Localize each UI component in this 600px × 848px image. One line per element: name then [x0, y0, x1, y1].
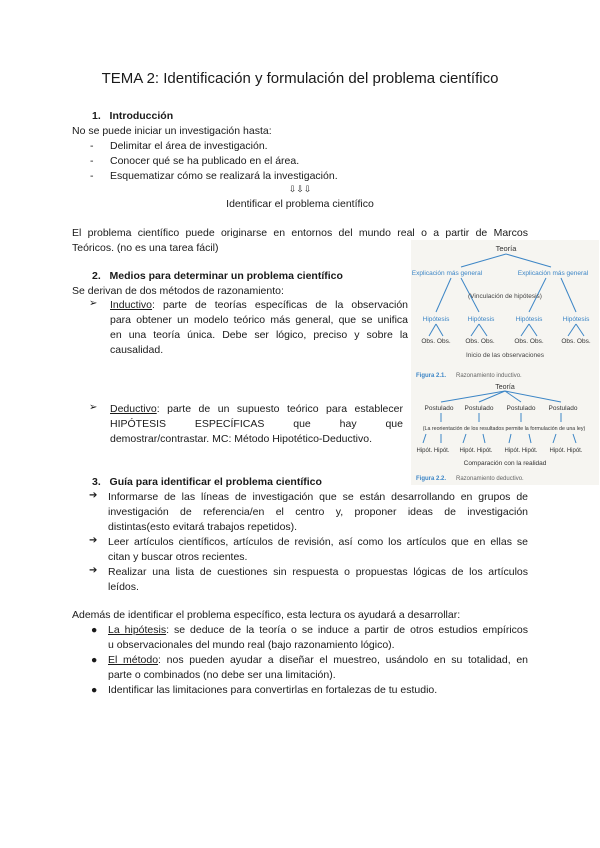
guia-item-3-line2: leídos.: [108, 581, 139, 593]
list-item: - Esquematizar cómo se realizará la investigación.: [90, 170, 338, 182]
fig2-caption: Razonamiento deductivo.: [456, 476, 524, 482]
deductivo-line1: Deductivo: parte de un supuesto teórico para establecer: [110, 403, 403, 415]
down-arrows: ⇩⇩⇩: [288, 184, 312, 194]
guia-item-2-line1: Leer artículos científicos, artículos de revisión, así como los artículos que en ellas se: [108, 536, 528, 548]
fig2-postulado: Postulado: [506, 405, 536, 412]
closing-lead: Además de identificar el problema específico, esta lectura os ayudará a desarrollar:: [72, 609, 461, 621]
arrow-bullet-icon: ➔: [89, 490, 98, 501]
fig2-comparacion: Comparación con la realidad: [463, 460, 547, 467]
fig2-label: Figura 2.2.: [416, 476, 447, 482]
arrowhead-bullet-icon: ➢: [89, 298, 98, 309]
guia-item-1-line3: distintas(esto evitará trabajos repetidos).: [108, 521, 298, 533]
fig2-teoria: Teoría: [495, 384, 515, 391]
bullet-dot-icon: ●: [91, 624, 98, 636]
fig1-hipotesis: Hipótesis: [562, 316, 590, 323]
guia-item-2-line2: citan y buscar otros recientes.: [108, 551, 248, 563]
fig1-teoria: Teoría: [495, 244, 517, 253]
fig1-obs: Obs. Obs.: [514, 338, 544, 345]
fig1-hipotesis: Hipótesis: [515, 316, 543, 323]
list-item: - Conocer qué se ha publicado en el área.: [90, 155, 300, 167]
inductivo-line3: en una teoría única. Debe ser lógico, preciso y sobre la: [110, 329, 408, 341]
arrowhead-bullet-icon: ➢: [89, 402, 98, 413]
section-1-heading: 1. Introducción: [92, 110, 174, 122]
fig1-label: Figura 2.1.: [416, 373, 447, 379]
fig2-postulado: Postulado: [464, 405, 494, 412]
fig1-hipotesis: Hipótesis: [422, 316, 450, 323]
hipotesis-line2: u observacionales del mundo real (bajo razonamiento lógico).: [108, 639, 395, 651]
fig2-postulado: Postulado: [548, 405, 578, 412]
guia-item-1-line1: Informarse de las líneas de investigación que se están desarrollando en grupos de: [108, 491, 528, 503]
fig1-caption: Razonamiento inductivo.: [456, 373, 522, 379]
inductivo-line2: para obtener un modelo teórico más general, que se unifica: [110, 314, 408, 326]
fig2-banner: (La reorientación de los resultados permite la formulación de una ley): [422, 426, 586, 432]
inductivo-line4: causalidad.: [110, 344, 164, 356]
page-title: TEMA 2: Identificación y formulación del problema científico: [101, 70, 499, 87]
fig1-obs: Obs. Obs.: [561, 338, 591, 345]
medios-lead: Se derivan de dos métodos de razonamiento:: [72, 285, 284, 297]
list-item: - Delimitar el área de investigación.: [90, 140, 268, 152]
metodo-line2: parte o combinados (no debe ser una limitación).: [108, 669, 336, 681]
fig2-hipot: Hipót. Hipót.: [416, 448, 450, 454]
inductivo-line1: Inductivo: parte de teorías específicas de la observación: [110, 299, 408, 311]
guia-item-3-line1: Realizar una lista de cuestiones sin respuesta o propuestas lógicas de los artículos: [108, 566, 528, 578]
intro-paragraph-line2: Teóricos. (no es una tarea fácil): [72, 242, 219, 254]
bullet-dot-icon: ●: [91, 684, 98, 696]
arrow-bullet-icon: ➔: [89, 565, 98, 576]
deductive-reasoning-figure: [411, 380, 599, 485]
intro-paragraph-line1: El problema científico puede originarse en entornos del mundo real o a partir de Marcos: [72, 227, 528, 239]
deductivo-line3: demostrar/contrastar. MC: Método Hipotético-Deductivo.: [110, 433, 373, 445]
section-3-heading: 3. Guía para identificar el problema científico: [92, 476, 322, 488]
fig1-vinculacion: (Vinculación de hipótesis): [468, 293, 542, 300]
fig2-postulado: Postulado: [424, 405, 454, 412]
guia-item-1-line2: investigación de referencia/en el centro y, proponer ideas de investigación: [108, 506, 528, 518]
inductive-reasoning-figure: [411, 240, 599, 385]
fig2-hipot: Hipót. Hipót.: [459, 448, 493, 454]
result-text: Identificar el problema científico: [226, 198, 374, 210]
fig1-obs: Obs. Obs.: [465, 338, 495, 345]
intro-lead: No se puede iniciar un investigación hasta:: [72, 125, 272, 137]
hipotesis-line1: La hipótesis: se deduce de la teoría o se induce a partir de otros estudios empíricos: [108, 624, 528, 636]
fig1-exp-left: Explicación más general: [411, 270, 483, 277]
fig1-inicio: Inicio de las observaciones: [465, 352, 545, 359]
metodo-line1: El método: nos pueden ayudar a diseñar el muestreo, usándolo en su totalidad, en: [108, 654, 528, 666]
fig1-hipotesis: Hipótesis: [467, 316, 495, 323]
limitaciones-item: Identificar las limitaciones para convertirlas en fortalezas de tu estudio.: [108, 684, 438, 696]
fig2-hipot: Hipót. Hipót.: [549, 448, 583, 454]
fig1-exp-right: Explicación más general: [517, 270, 589, 277]
fig2-hipot: Hipót. Hipót.: [504, 448, 538, 454]
arrow-bullet-icon: ➔: [89, 535, 98, 546]
bullet-dot-icon: ●: [91, 654, 98, 666]
fig1-obs: Obs. Obs.: [421, 338, 451, 345]
deductivo-line2: HIPÓTESIS ESPECÍFICAS que hay que: [110, 418, 403, 430]
section-2-heading: 2. Medios para determinar un problema científico: [92, 270, 343, 282]
